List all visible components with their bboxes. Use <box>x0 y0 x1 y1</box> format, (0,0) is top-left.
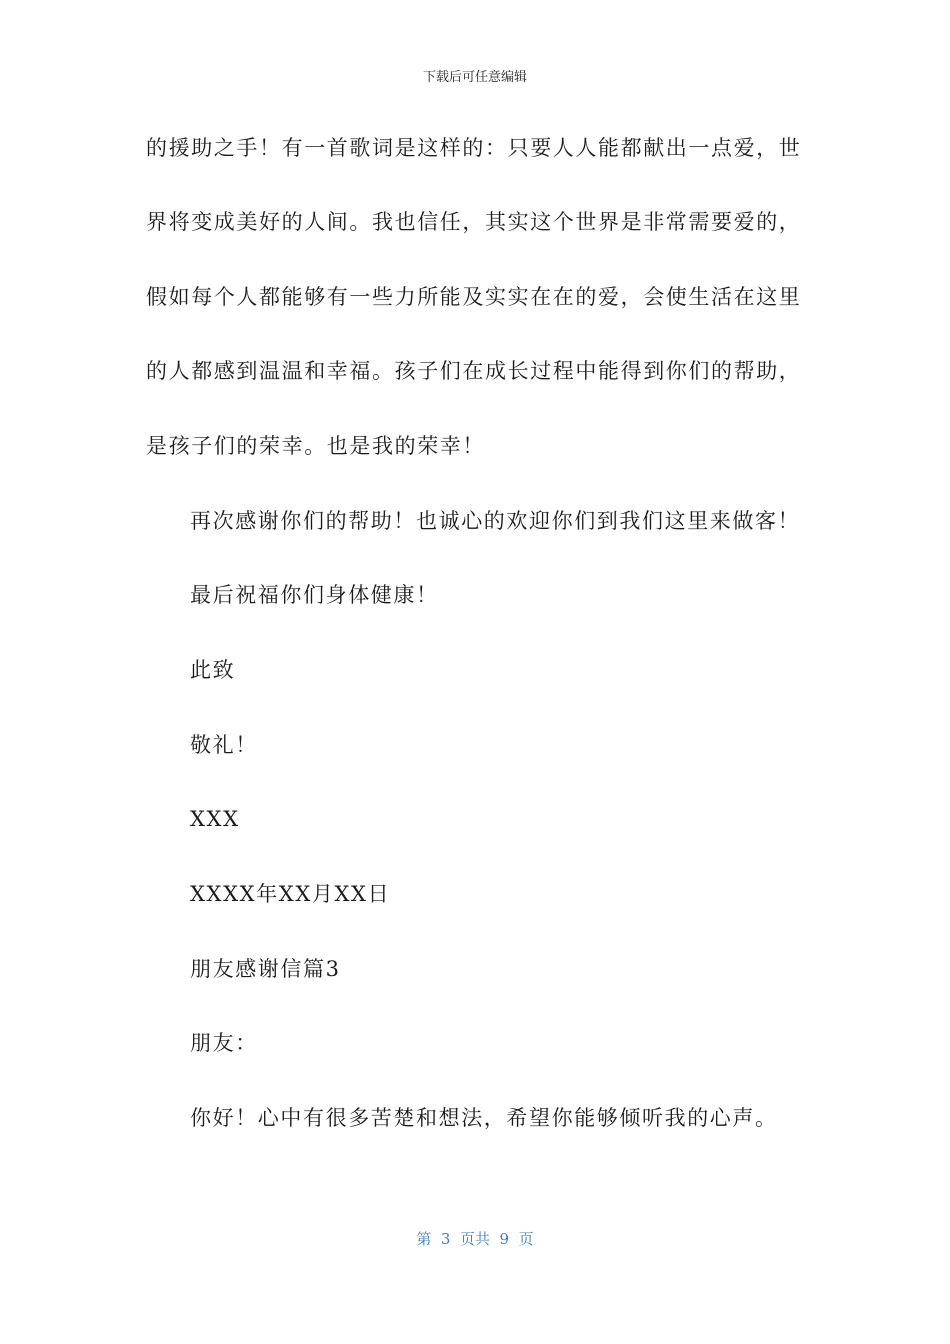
letter-greeting: 朋友： <box>190 1031 258 1055</box>
closing-salutation: 此致 <box>190 658 236 682</box>
paragraph-line-1: 的援助之手！有一首歌词是这样的：只要人人能都献出一点爱，世 <box>146 136 802 160</box>
paragraph-line-4: 的人都感到温温和幸福。孩子们在成长过程中能得到你们的帮助， <box>146 359 802 383</box>
signature-date: XXXX年XX月XX日 <box>190 882 391 906</box>
paragraph-line-3: 假如每个人都能够有一些力所能及实实在在的爱，会使生活在这里 <box>146 285 802 309</box>
letter-opening-line: 你好！心中有很多苦楚和想法，希望你能够倾听我的心声。 <box>190 1106 778 1130</box>
closing-regards: 敬礼！ <box>190 733 258 757</box>
paragraph-line-5: 是孩子们的荣幸。也是我的荣幸！ <box>146 434 485 458</box>
section-title: 朋友感谢信篇3 <box>190 957 341 981</box>
page-header: 下载后可任意编辑 <box>422 70 527 85</box>
signature-name: XXX <box>190 807 240 831</box>
blessing-line: 最后祝福你们身体健康！ <box>190 583 439 607</box>
paragraph-line-2: 界将变成美好的人间。我也信任，其实这个世界是非常需要爱的， <box>146 210 802 234</box>
thanks-again-line: 再次感谢你们的帮助！也诚心的欢迎你们到我们这里来做客！ <box>190 509 801 533</box>
page-footer: 第 3 页共 9 页 <box>416 1230 534 1248</box>
